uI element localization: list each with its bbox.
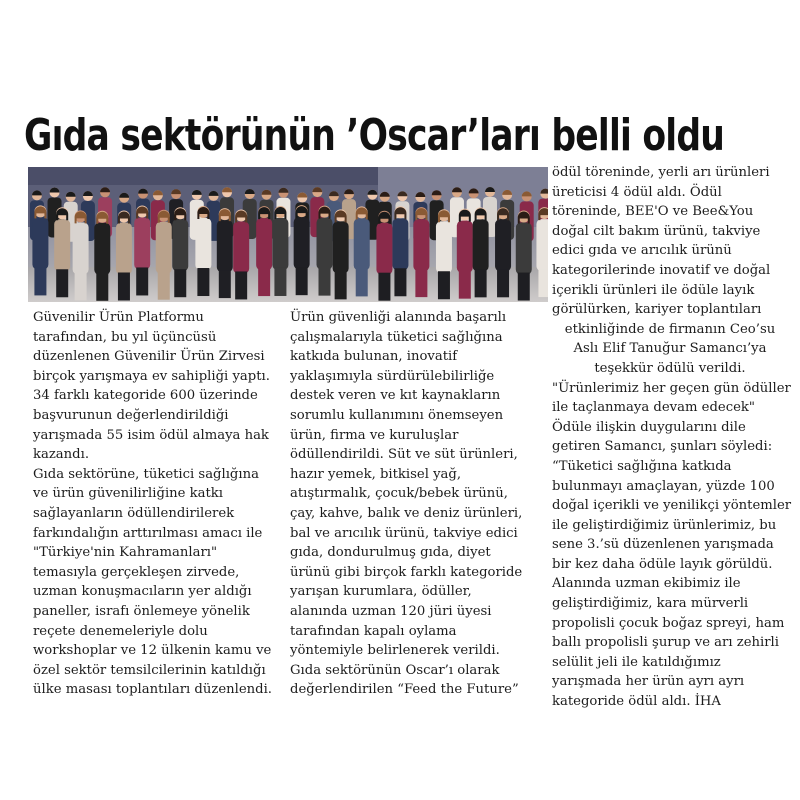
person-body bbox=[436, 221, 452, 273]
article-line: yarışmada her ürün ayrı ayrı bbox=[552, 674, 745, 690]
article-line: hazır yemek, bitkisel yağ, bbox=[290, 466, 462, 482]
person-body bbox=[94, 223, 110, 275]
article-line: reçete denemeleriyle dolu bbox=[33, 623, 208, 639]
article-column-3 bbox=[552, 163, 792, 712]
article-line: çalışmalarıyla tüketici sağlığına bbox=[290, 329, 503, 345]
article-line: geliştirdiğimiz, kara mürverli bbox=[552, 596, 749, 612]
person-legs bbox=[56, 269, 68, 297]
person-legs bbox=[518, 273, 530, 301]
article-line: “Tüketici sağlığına katkıda bbox=[552, 458, 732, 474]
person-body bbox=[333, 221, 349, 273]
article-line: ülke masası toplantıları düzenlendi. bbox=[33, 682, 272, 698]
article-line: yöntemiyle belirlenerek verildi. bbox=[290, 643, 500, 659]
person-body bbox=[272, 218, 288, 270]
article-line: düzenlenen Güvenilir Ürün Zirvesi bbox=[33, 349, 265, 365]
article-line: Ödüle ilişkin duygularını dile bbox=[552, 419, 746, 435]
article-line: yarışan kurumlara, ödüller, bbox=[290, 584, 472, 600]
article-line: teşekkür ödülü verildi. bbox=[594, 360, 746, 376]
article-line: katkıda bulunan, inovatif bbox=[290, 349, 458, 365]
group-photo-illustration bbox=[28, 167, 548, 302]
person-legs bbox=[136, 267, 148, 295]
person-legs bbox=[335, 271, 347, 299]
person-legs bbox=[197, 268, 209, 296]
article-line: uzman konuşmacıların yer aldığı bbox=[33, 584, 252, 600]
person-legs bbox=[96, 273, 108, 301]
article-line: bulunmayı amaçlayan, yüzde 100 bbox=[552, 478, 775, 494]
person-legs bbox=[459, 271, 471, 299]
person-body bbox=[536, 219, 548, 271]
person-body bbox=[54, 219, 70, 271]
article-line: bir kez daha ödüle layık görüldü. bbox=[552, 556, 773, 572]
article-line: başvurunun değerlendirildiği bbox=[33, 407, 229, 423]
person-legs bbox=[274, 268, 286, 296]
article-line: "Ürünlerimiz her geçen gün ödüller bbox=[552, 380, 791, 396]
person-legs bbox=[356, 268, 368, 296]
person-body bbox=[172, 219, 188, 271]
group-photo bbox=[28, 167, 548, 302]
person-body bbox=[32, 217, 48, 269]
article-line: propolisli çocuk boğaz spreyi, ham bbox=[552, 615, 785, 631]
article-line: doğal içerikli ve yenilikçi yöntemler bbox=[552, 498, 792, 514]
person-legs bbox=[394, 268, 406, 296]
person-body bbox=[354, 218, 370, 270]
article-line: Ürün güvenliği alanında başarılı bbox=[290, 310, 507, 325]
article-line: ürünü gibi birçok farklı kategoride bbox=[290, 564, 523, 580]
article-line: ürün, firma ve kuruluşlar bbox=[290, 427, 459, 443]
person-legs bbox=[75, 272, 87, 300]
article-line: "Türkiye'nin Kahramanları" bbox=[33, 545, 218, 561]
article-line: ile taçlanmaya devam edecek" bbox=[552, 400, 755, 416]
person-legs bbox=[415, 269, 427, 297]
person-legs bbox=[258, 268, 270, 296]
person-body bbox=[495, 219, 511, 271]
person-legs bbox=[319, 268, 331, 296]
person-legs bbox=[34, 267, 46, 295]
article-line: Aslı Elif Tanuğur Samancı’ya bbox=[573, 341, 767, 357]
article-line: sağlayanların ödüllendirilerek bbox=[33, 505, 235, 521]
article-line: farkındalığın arttırılması amacı ile bbox=[33, 525, 263, 541]
article-line: selülit jeli ile katıldığımız bbox=[552, 654, 721, 670]
person-body bbox=[233, 221, 249, 273]
article-line: sene 3.’sü düzenlenen yarışmada bbox=[552, 537, 774, 553]
person-body bbox=[413, 219, 429, 271]
headline: Gıda sektörünün ’Oscar’ları belli oldu bbox=[24, 110, 725, 161]
article-line: alanında uzman 120 jüri üyesi bbox=[290, 603, 492, 619]
article-line: bal ve arıcılık ürünü, takviye edici bbox=[290, 525, 518, 541]
person-legs bbox=[378, 273, 390, 301]
person-body bbox=[156, 222, 172, 274]
person-body bbox=[457, 221, 473, 273]
article-line: yaklaşımıyla sürdürülebilirliğe bbox=[290, 368, 495, 384]
person-legs bbox=[475, 269, 487, 297]
article-line: çay, kahve, balık ve deniz ürünleri, bbox=[290, 505, 523, 521]
article-line: edici gıda ve arıcılık ürünü bbox=[552, 243, 732, 259]
article-line: tarafından, bu yıl üçüncüsü bbox=[33, 329, 217, 345]
person-body bbox=[392, 218, 408, 270]
article-column-2 bbox=[290, 308, 530, 700]
article-line: workshoplar ve 12 ülkenin kamu ve bbox=[33, 643, 272, 659]
article-line: doğal cilt bakım ürünü, takviye bbox=[552, 223, 761, 239]
article-line: kategorilerinde inovatif ve doğal bbox=[552, 262, 771, 278]
article-line: ödüllendirildi. Süt ve süt ürünleri, bbox=[290, 447, 518, 463]
article-line: Gıda sektörüne, tüketici sağlığına bbox=[33, 466, 259, 482]
article-line: etkinliğinde de firmanın Ceo’su bbox=[564, 321, 776, 337]
person-body bbox=[376, 223, 392, 275]
article-line: birçok yarışmaya ev sahipliği yaptı. bbox=[33, 368, 270, 384]
person-body bbox=[134, 217, 150, 269]
article-line: Alanında uzman ekibimiz ile bbox=[552, 576, 741, 592]
article-line: atıştırmalık, çocuk/bebek ürünü, bbox=[290, 486, 508, 502]
article-line: içerikli ürünleri ile ödüle layık bbox=[552, 282, 755, 298]
article-line: değerlendirilen “Feed the Future” bbox=[290, 682, 519, 698]
article-line: destek veren ve kıt kaynakların bbox=[290, 388, 501, 404]
article-line: sorumlu kullanımını önemseyen bbox=[290, 407, 504, 423]
person-legs bbox=[158, 272, 170, 300]
person-legs bbox=[118, 272, 130, 300]
article-line: tarafından kapalı oylama bbox=[290, 623, 457, 639]
person-body bbox=[317, 218, 333, 270]
person-body bbox=[256, 218, 272, 270]
person-body bbox=[516, 223, 532, 275]
person-body bbox=[473, 219, 489, 271]
person-body bbox=[73, 222, 89, 274]
person-legs bbox=[296, 267, 308, 295]
article-line: paneller, israfı önlemeye yönelik bbox=[33, 603, 250, 619]
person-legs bbox=[497, 269, 509, 297]
person-legs bbox=[538, 269, 548, 297]
article-line: temasıyla gerçekleşen zirvede, bbox=[33, 564, 240, 580]
article-line: getiren Samancı, şunları söyledi: bbox=[552, 439, 773, 455]
article-line: ödül töreninde, yerli arı ürünleri bbox=[552, 165, 770, 180]
article-line: üreticisi 4 ödül aldı. Ödül bbox=[552, 184, 722, 200]
person-body bbox=[195, 218, 211, 270]
article-line: yarışmada 55 isim ödül almaya hak bbox=[33, 427, 269, 443]
article-line: özel sektör temsilcilerinin katıldığı bbox=[33, 662, 266, 678]
person-body bbox=[217, 220, 233, 272]
article-line: Gıda sektörünün Oscar’ı olarak bbox=[290, 662, 500, 678]
person-legs bbox=[235, 271, 247, 299]
article-line: 34 farklı kategoride 600 üzerinde bbox=[33, 388, 258, 404]
article-line: gıda, dondurulmuş gıda, diyet bbox=[290, 545, 491, 561]
article-line: kazandı. bbox=[33, 447, 90, 463]
person-body bbox=[294, 217, 310, 269]
article-line: kategoride ödül aldı. İHA bbox=[552, 694, 721, 710]
article-line: ve ürün güvenilirliğine katkı bbox=[33, 486, 224, 502]
person-legs bbox=[219, 270, 231, 298]
article-line: töreninde, BEE'O ve Bee&You bbox=[552, 204, 754, 220]
article-line: Güvenilir Ürün Platformu bbox=[33, 310, 204, 325]
person-legs bbox=[438, 271, 450, 299]
article-line: ballı propolisli şurup ve arı zehirli bbox=[552, 635, 779, 651]
person-legs bbox=[174, 269, 186, 297]
article-line: ile geliştirdiğimiz ürünlerimiz, bu bbox=[552, 517, 777, 533]
person-body bbox=[116, 222, 132, 274]
article-line: görülürken, kariyer toplantıları bbox=[552, 302, 762, 318]
article-column-1 bbox=[33, 308, 278, 700]
